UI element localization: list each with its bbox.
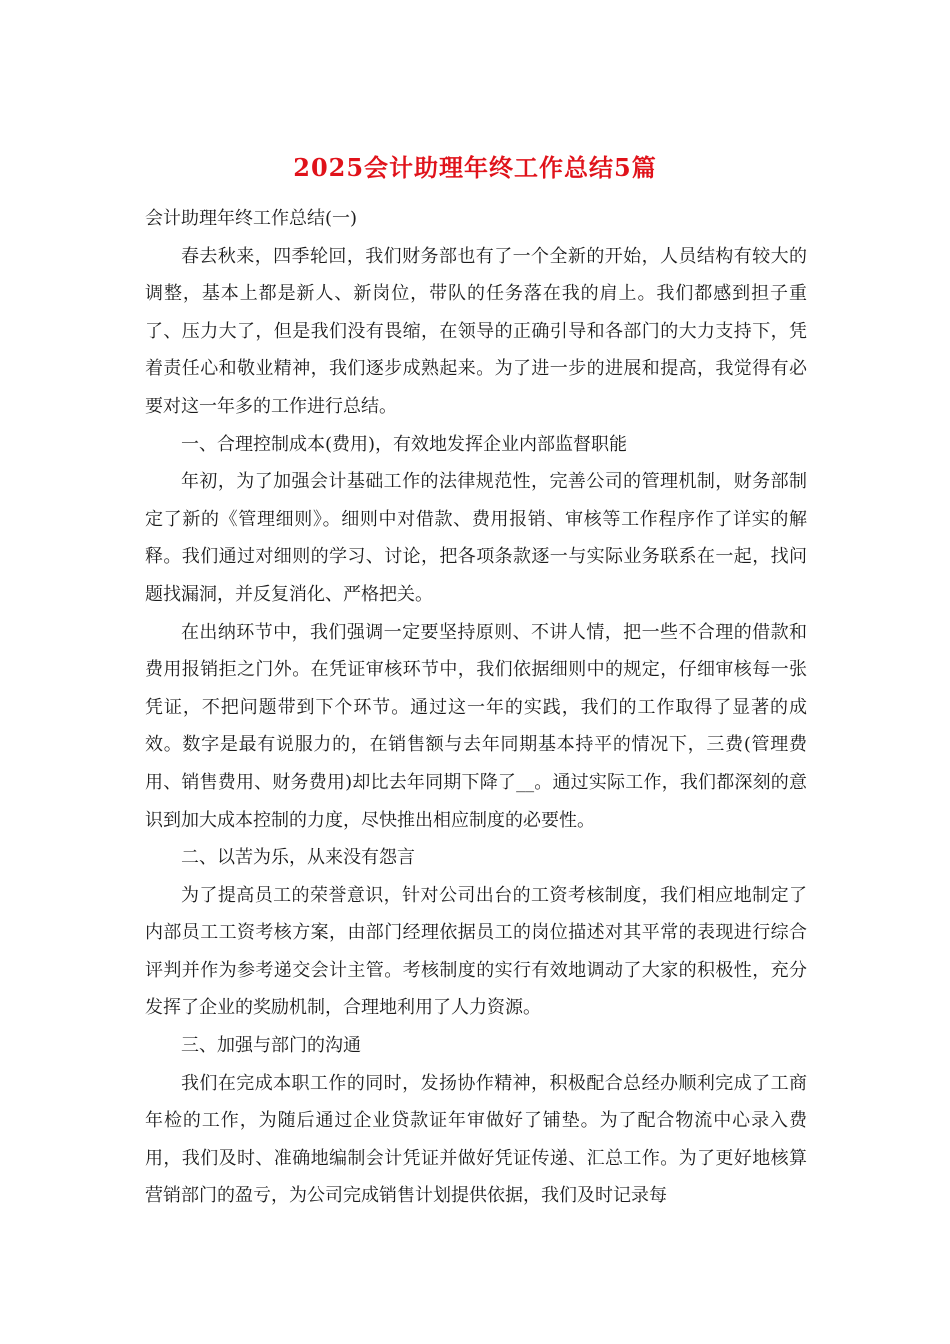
- paragraph-rules: 年初，为了加强会计基础工作的法律规范性，完善公司的管理机制，财务部制定了新的《管理细则》。细则中对借款、费用报销、审核等工作程序作了详实的解释。我们通过对细则的学习、讨论，把各项条款逐一与实际业务联系在一起，找问题找漏洞，并反复消化、严格把关。: [145, 471, 807, 605]
- section-heading-3: 三、加强与部门的沟通: [181, 1035, 361, 1057]
- document-title: 2025会计助理年终工作总结5篇: [293, 153, 657, 182]
- section-heading-1: 一、合理控制成本(费用)，有效地发挥企业内部监督职能: [181, 433, 628, 455]
- document-body: [145, 200, 807, 1215]
- section-subtitle: 会计助理年终工作总结(一): [145, 208, 358, 229]
- paragraph-cooperation: 我们在完成本职工作的同时，发扬协作精神，积极配合总经办顺利完成了工商年检的工作，为随后通过企业贷款证年审做好了铺垫。为了配合物流中心录入费用，我们及时、准确地编制会计凭证并做好凭证传递、汇总工作。为了更好地核算营销部门的盈亏，为公司完成销售计划提供依据，我们及时记录每: [145, 1072, 807, 1207]
- section-heading-2: 二、以苦为乐，从来没有怨言: [181, 847, 415, 869]
- paragraph-intro: 春去秋来，四季轮回，我们财务部也有了一个全新的开始，人员结构有较大的调整，基本上都是新人、新岗位，带队的任务落在我的肩上。我们都感到担子重了、压力大了，但是我们没有畏缩，在领导的正确引导和各部门的大力支持下，凭着责任心和敬业精神，我们逐步成熟起来。为了进一步的进展和提高，我觉得有必要对这一年多的工作进行总结。: [145, 245, 807, 417]
- paragraph-assessment: 为了提高员工的荣誉意识，针对公司出台的工资考核制度，我们相应地制定了内部员工工资考核方案，由部门经理依据员工的岗位描述对其平常的表现进行综合评判并作为参考递交会计主管。考核制度的实行有效地调动了大家的积极性，充分发挥了企业的奖励机制，合理地利用了人力资源。: [145, 884, 807, 1019]
- paragraph-cashier: 在出纳环节中，我们强调一定要坚持原则、不讲人情，把一些不合理的借款和费用报销拒之门外。在凭证审核环节中，我们依据细则中的规定，仔细审核每一张凭证，不把问题带到下个环节。通过这一年的实践，我们的工作取得了显著的成效。数字是最有说服力的，在销售额与去年同期基本持平的情况下，三费(管理费用、销售费用、财务费用)却比去年同期下降了__。通过实际工作，我们都深刻的意识到加大成本控制的力度，尽快推出相应制度的必要性。: [145, 621, 807, 831]
